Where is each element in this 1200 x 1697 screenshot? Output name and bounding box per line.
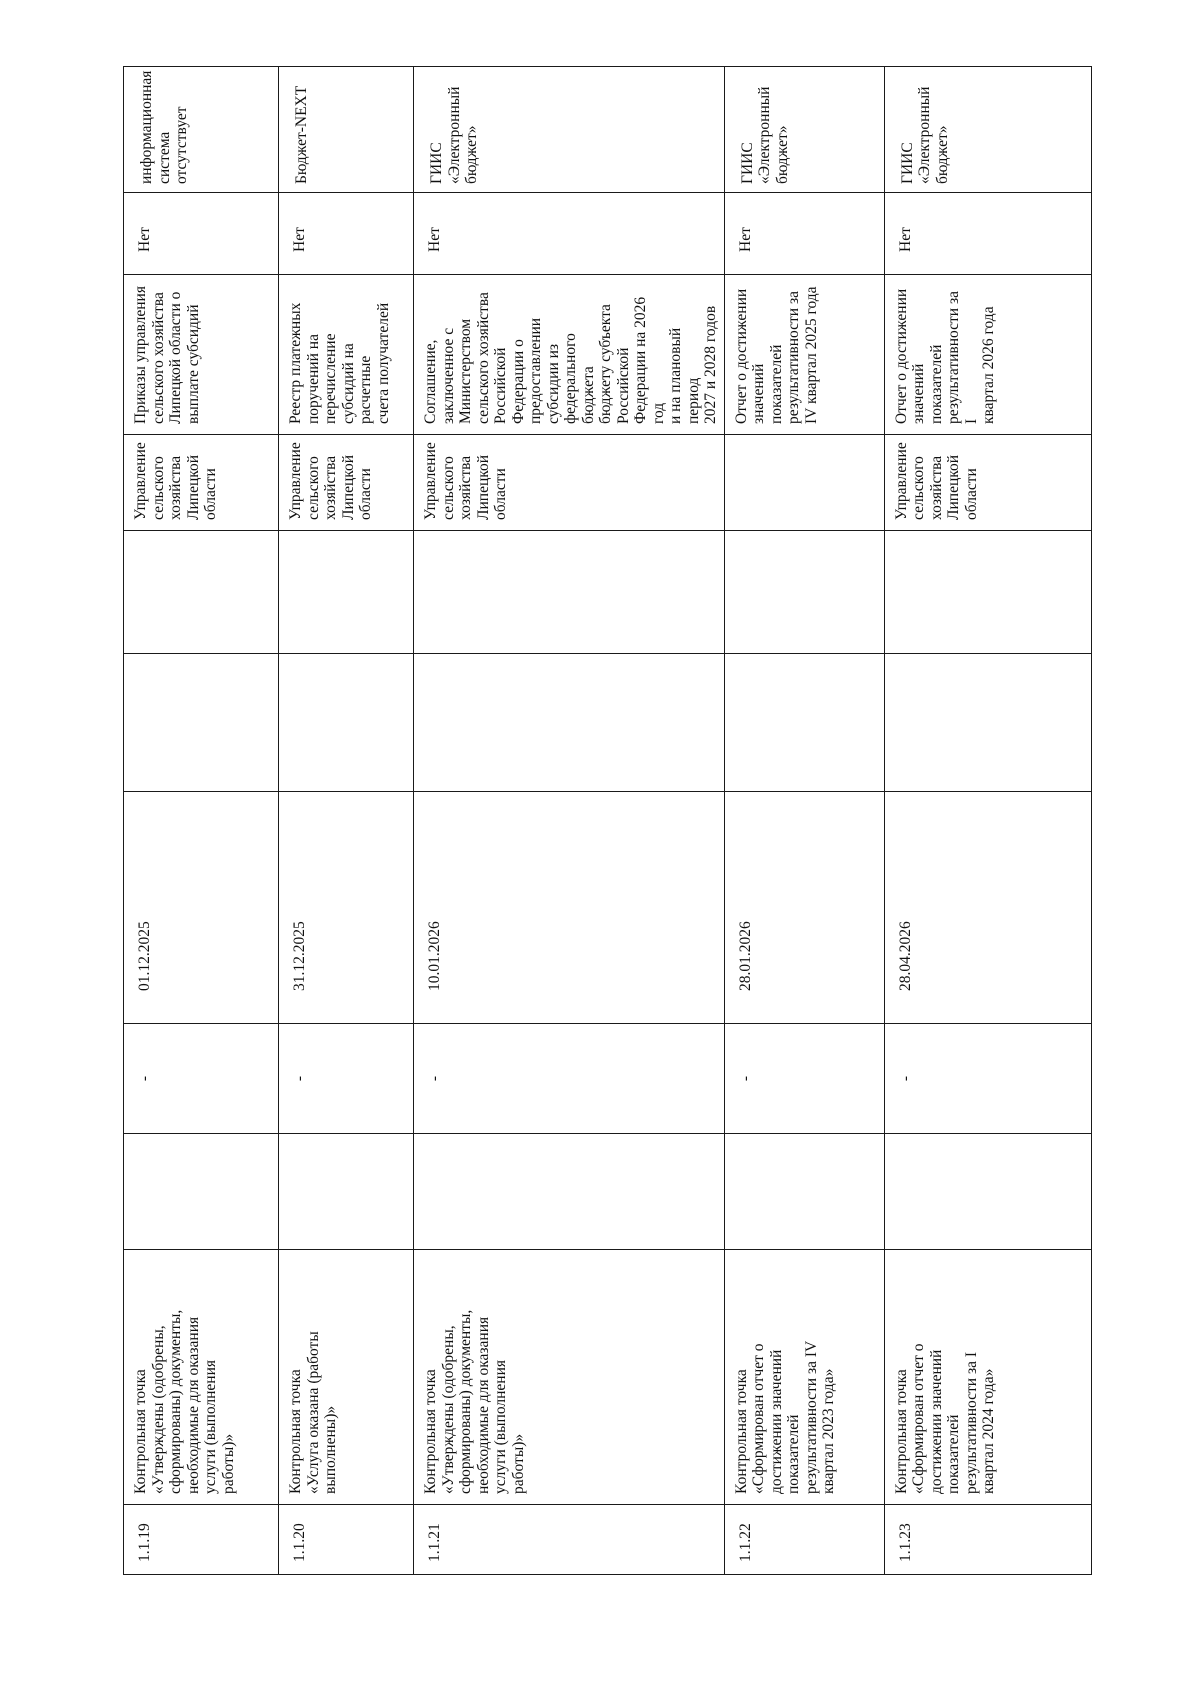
responsible-cell: Управление сельского хозяйства Липецкой области — [884, 435, 1091, 531]
row-number: 1.1.23 — [884, 1505, 1091, 1575]
dash-cell: - — [279, 1024, 414, 1134]
date-cell: 01.12.2025 — [124, 792, 279, 1024]
date-cell: 28.04.2026 — [884, 792, 1091, 1024]
empty-cell — [884, 531, 1091, 654]
document-cell: Отчет о достижении значений показателей результативности за I квартал 2026 года — [884, 275, 1091, 435]
flag-cell: Нет — [279, 193, 414, 275]
rotated-table-container — [123, 67, 1088, 1575]
dash-cell: - — [884, 1024, 1091, 1134]
date-cell: 10.01.2026 — [414, 792, 725, 1024]
base-cell — [414, 1134, 725, 1250]
table-row — [884, 67, 1091, 1575]
dash-cell: - — [724, 1024, 884, 1134]
control-points-table — [123, 66, 1092, 1575]
empty-cell — [279, 654, 414, 792]
control-point-name: Контрольная точка «Утверждены (одобрены, сформированы) документы, необходимые для оказания услуги (выполнения работы)» — [124, 1250, 279, 1505]
system-cell: информационная система отсутствует — [124, 67, 279, 193]
responsible-cell: Управление сельского хозяйства Липецкой области — [124, 435, 279, 531]
dash-cell: - — [124, 1024, 279, 1134]
table-row — [124, 67, 279, 1575]
base-cell — [279, 1134, 414, 1250]
system-cell: Бюджет-NEXT — [279, 67, 414, 193]
flag-cell: Нет — [724, 193, 884, 275]
responsible-cell: Управление сельского хозяйства Липецкой области — [279, 435, 414, 531]
empty-cell — [279, 531, 414, 654]
empty-cell — [124, 654, 279, 792]
responsible-cell: Управление сельского хозяйства Липецкой области — [414, 435, 725, 531]
table-row — [279, 67, 414, 1575]
document-cell: Отчет о достижении значений показателей результативности за IV квартал 2025 года — [724, 275, 884, 435]
row-number: 1.1.21 — [414, 1505, 725, 1575]
dash-cell: - — [414, 1024, 725, 1134]
control-point-name: Контрольная точка «Сформирован отчет о достижении значений показателей результативности за I квартал 2024 года» — [884, 1250, 1091, 1505]
system-cell: ГИИС «Электронный бюджет» — [724, 67, 884, 193]
flag-cell: Нет — [414, 193, 725, 275]
empty-cell — [414, 531, 725, 654]
row-number: 1.1.22 — [724, 1505, 884, 1575]
empty-cell — [124, 531, 279, 654]
control-point-name: Контрольная точка «Услуга оказана (работы выполнены)» — [279, 1250, 414, 1505]
row-number: 1.1.20 — [279, 1505, 414, 1575]
table-row — [724, 67, 884, 1575]
system-cell: ГИИС «Электронный бюджет» — [414, 67, 725, 193]
flag-cell: Нет — [884, 193, 1091, 275]
document-cell: Реестр платежных поручений на перечисление субсидий на расчетные счета получателей — [279, 275, 414, 435]
system-cell: ГИИС «Электронный бюджет» — [884, 67, 1091, 193]
base-cell — [724, 1134, 884, 1250]
control-point-name: Контрольная точка «Сформирован отчет о достижении значений показателей результативности за IV квартал 2023 года» — [724, 1250, 884, 1505]
document-cell: Соглашение, заключенное с Министерством сельского хозяйства Российской Федерации о предоставлении субсидии из федерального бюджета бюджету субъекта Российской Федерации на 2026 год и на плановый период 2027 и 2028 годов — [414, 275, 725, 435]
responsible-cell — [724, 435, 884, 531]
control-point-name: Контрольная точка «Утверждены (одобрены, сформированы) документы, необходимые для оказания услуги (выполнения работы)» — [414, 1250, 725, 1505]
empty-cell — [884, 654, 1091, 792]
document-cell: Приказы управления сельского хозяйства Липецкой области о выплате субсидий — [124, 275, 279, 435]
base-cell — [884, 1134, 1091, 1250]
date-cell: 28.01.2026 — [724, 792, 884, 1024]
table-row — [414, 67, 725, 1575]
date-cell: 31.12.2025 — [279, 792, 414, 1024]
flag-cell: Нет — [124, 193, 279, 275]
empty-cell — [724, 654, 884, 792]
empty-cell — [414, 654, 725, 792]
row-number: 1.1.19 — [124, 1505, 279, 1575]
empty-cell — [724, 531, 884, 654]
base-cell — [124, 1134, 279, 1250]
